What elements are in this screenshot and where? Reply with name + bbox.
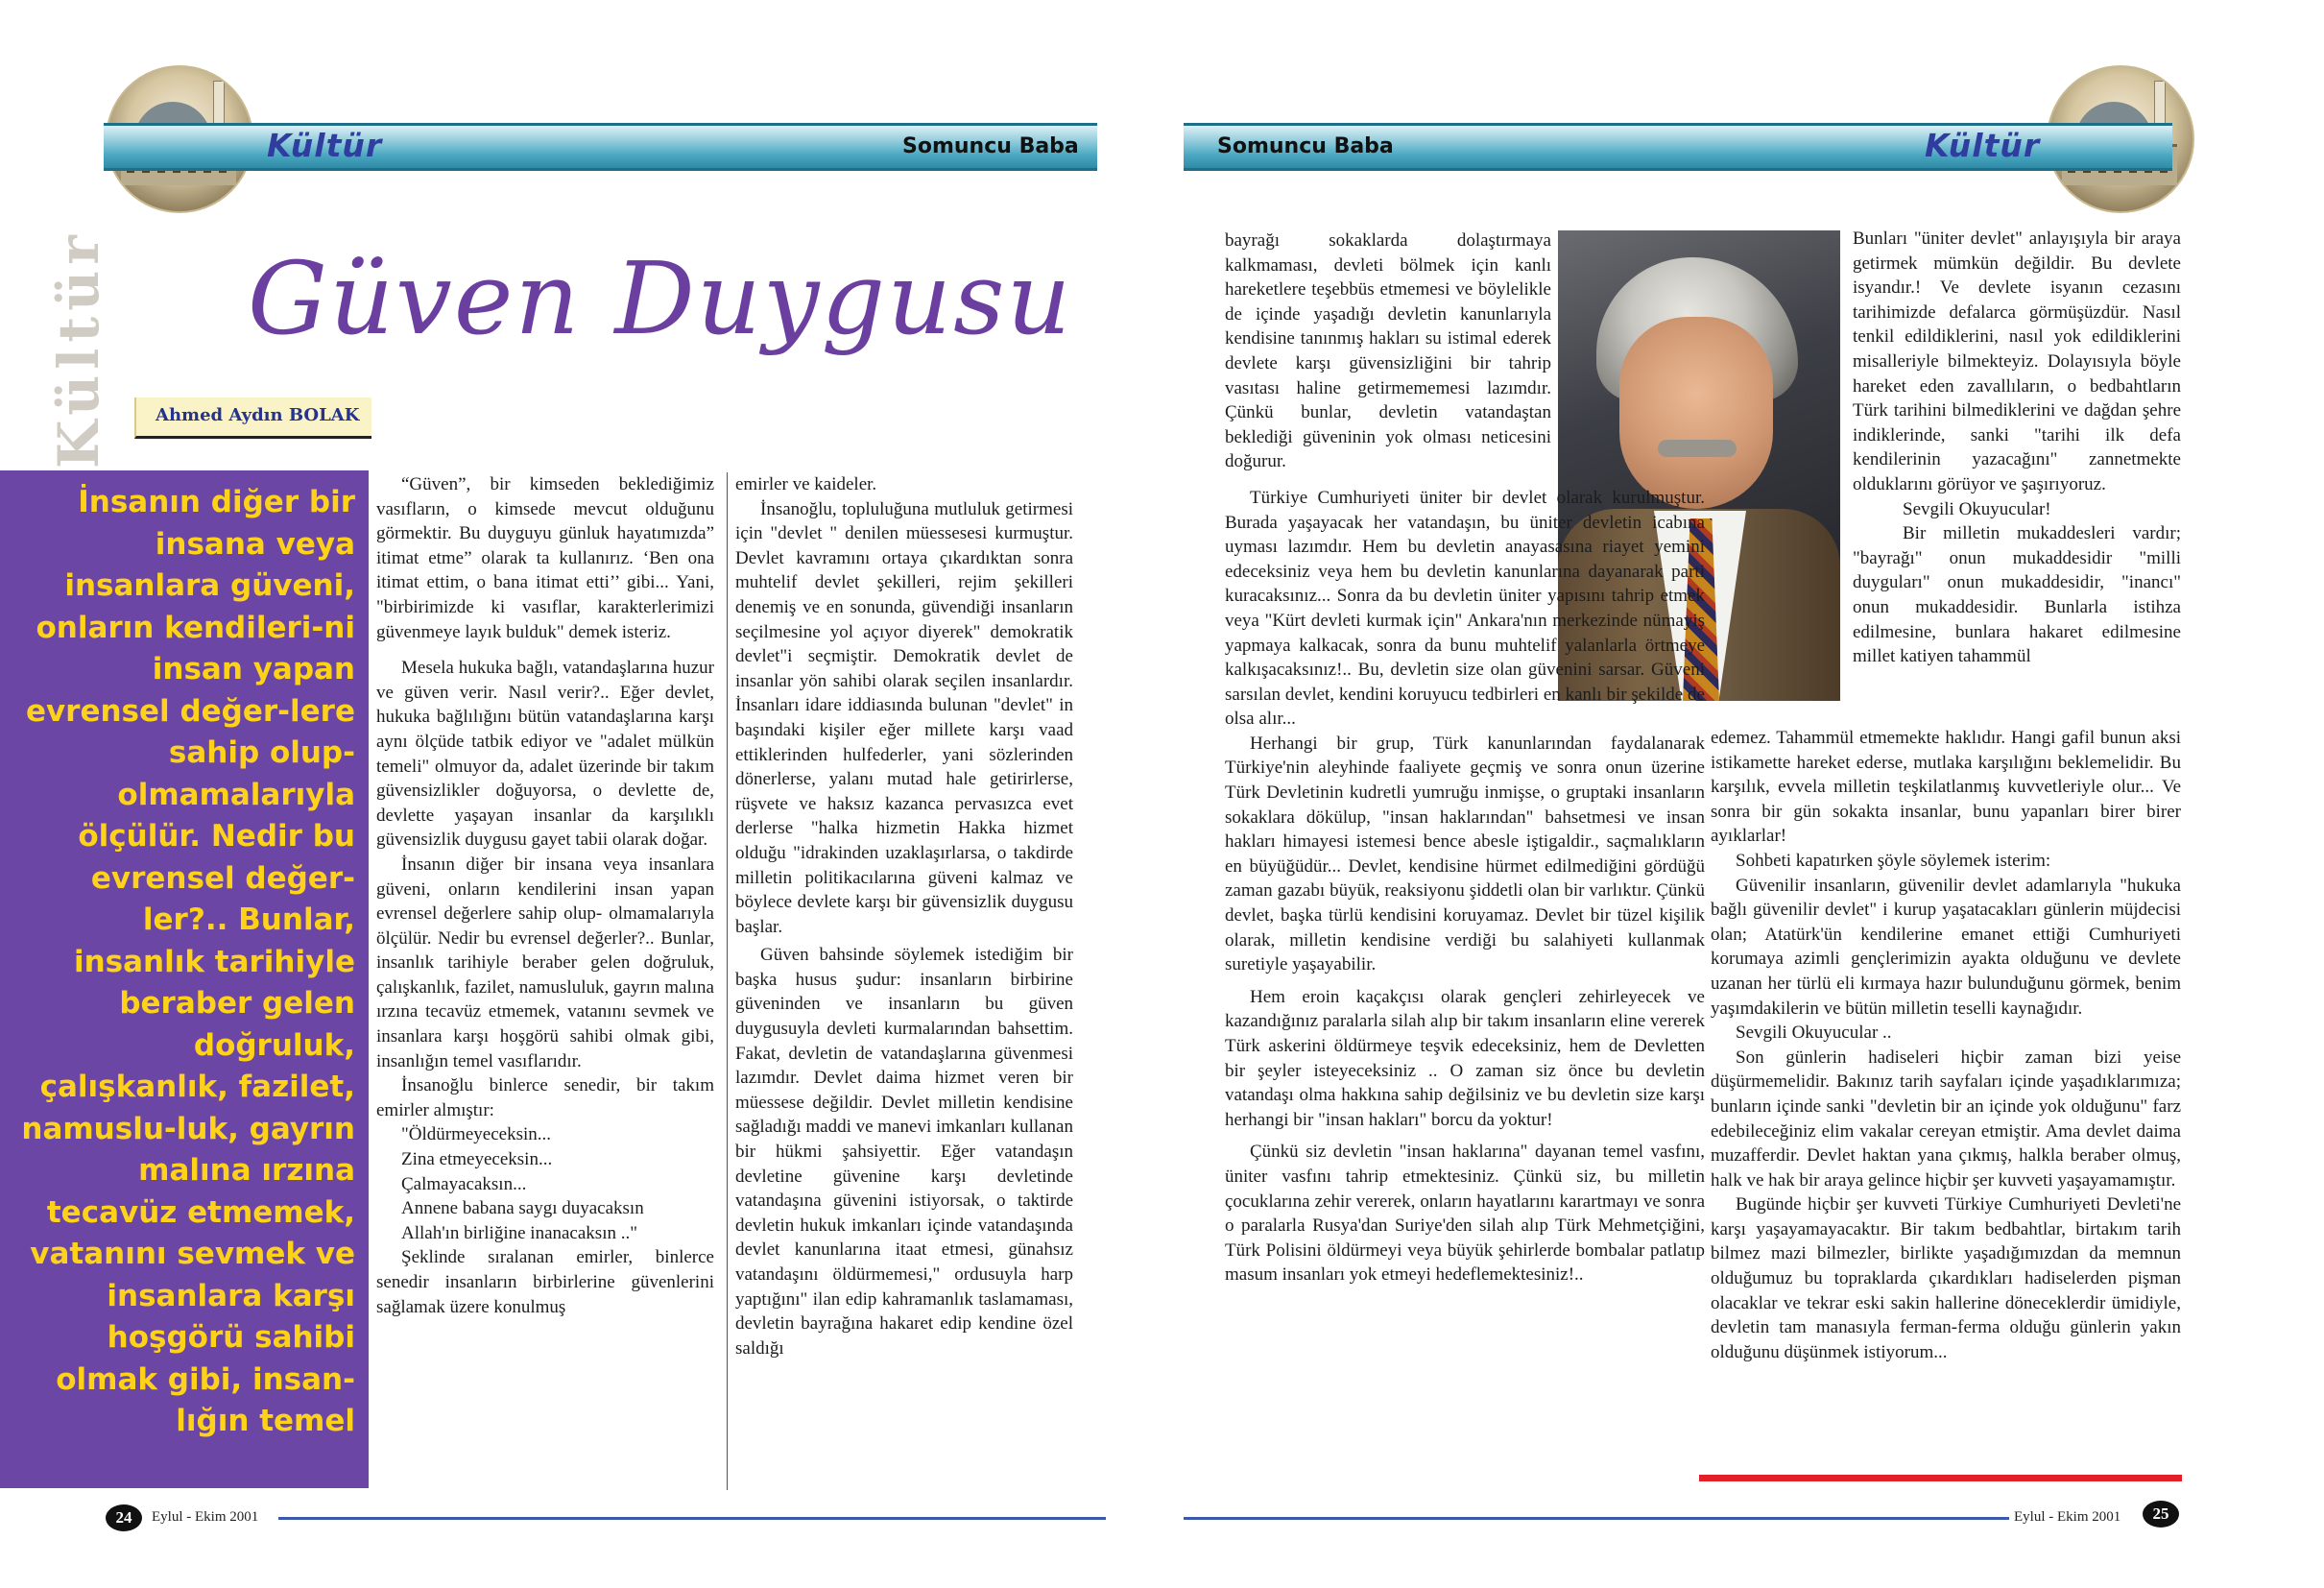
paragraph: “Güven”, bir kimseden beklediğimiz vasıfların, o kimsede mevcut olduğunu görmektir. Bu duyguyu günluk hayatımızda” itimat etme” olarak ta kullanırız. ‘Ben ona itimat ettim, o bana itimat etti’’ gibi... Yani, "birbirimizde ki vasıflar, karakterlerimizi güvenmeye layık bulduk" demek isteriz.: [376, 474, 714, 642]
end-accent-bar: [1699, 1475, 2182, 1481]
paragraph: edemez. Tahammül etmemekte haklıdır. Hangi gafil bunun aksi istikamette hareket ederse, mutlaka karşılığını beklemelidir. Bu karşılık, evvela milletin teşkilatlanmış kuvvetleriyle olur... Ve sonra bir gün sokakta insanlar, bunu yapanları birer birer ayıklarlar!: [1711, 728, 2181, 847]
paragraph: "Öldürmeyeceksin...: [401, 1124, 552, 1145]
section-label-right: Kültür: [1925, 127, 2041, 164]
text-column-2: [735, 472, 1073, 1360]
paragraph: Herhangi bir grup, Türk kanunlarından faydalanarak Türkiye'nin aleyhinde faaliyete geçmiş ve sonra onun üzerine Türk Devletinin kudretli yumruğu inmişse, o gruptaki insanların sokaklara dökülup, "insan haklarından" bahsetmesi ve insan hakları himayesi istemesi bence abesle iştigaldir., saçmalıkların en büyüğüdür... Devlet, kendisine hürmet edilmediğini gördüğü zaman gazabı büyük, reaksiyonu şiddetli olan bir varlıktır. Çünkü devlet, başka türlü kendisini koruyamaz. Devlet bir tüzel kişilik olarak, milletin kendisine verdiği bu salahiyeti kullanmak suretiyle yaşayabilir.: [1225, 733, 1705, 975]
pull-quote-box: [0, 470, 369, 1488]
paragraph: İnsanoğlu, topluluğuna mutluluk getirmesi için "devlet " denilen müessesesi kurmuştur. Devlet kavramını ortaya çıkardıktan sonra muhtelif devlet şekilleri, rejim şekilleri denemiş ve en sonunda, güvendiği insanların seçilmesine yol açıyor diyerek" demokratik devlet"i seçmiştir. Demokratik devlet de insanlar yön sahibi olarak seçilen insanlardır. İnsanları idare iddiasında bulunan "devlet" in başındaki kişiler eğer millete karşı vaad ettiklerinden hulfederler, yani sözlerinden dönerlerse, yalanı mutad hale getirirlerse, rüşvete ve haksız kazanca pervasızca evet derlerse "halka hizmetin Hakka hizmet olduğu "idrakinden uzaklaşırlarsa, o takdirde milletin politikacılarına güveni kalmaz ve böylece devlete karşı bir güvensizlik duygusu başlar.: [735, 498, 1073, 937]
vertical-section-label: Kültür: [46, 229, 111, 469]
text-column-4-bottom: [1711, 726, 2181, 1364]
paragraph: Çünkü siz devletin "insan haklarına" dayanan temel vasfını, üniter vasfını tahrip etmektesiniz. Çünkü siz, bu milletin çocuklarına zehir vererek, onların hayatlarını karartmayı ve sonra o paralarla Rusya'dan Suriye'den silah alıp Türk Mehmetçiğini, Türk Polisini öldürmeyi veya büyük şehirlerde bombalar patlatıp masum insanları yok etmeyi hedeflemektesiniz!..: [1225, 1142, 1705, 1286]
paragraph: Bugünde hiçbir şer kuvveti Türkiye Cumhuriyeti Devleti'ne karşı yaşayamayacaktır. Bir takım bedbahtlar, birtakım tarih bilmez mazi bilmezler, birlikte yaşadığımızdan da memnun olduğumuz bu topraklarda çıkardıkları hadiselerden pişman olacaklar ve tekrar eski sakin hallerine döneceklerdir ümidiyle, devletin tam manasıyla ferman-ferma olduğu günlerin yakın olduğunu düşünmek istiyorum...: [1711, 1194, 2181, 1362]
author-box: [134, 397, 371, 439]
paragraph: emirler ve kaideler.: [735, 474, 877, 494]
footer-date-left: Eylul - Ekim 2001: [152, 1509, 259, 1525]
author-name: Ahmed Aydın BOLAK: [156, 405, 360, 425]
pull-quote-text: İnsanın diğer bir insana veya insanlara güveni, onların kendileri-ni insan yapan evrensel değer-lere sahip olup-olmamalarıyla ölçülür. Nedir bu evrensel değer-ler?.. Bunlar, insanlık tarihiyle beraber gelen doğruluk, çalışkanlık, fazilet, namuslu-luk, gayrın malına ırzına tecavüz etmemek, vatanını sevmek ve insanlara karşı hoşgörü sahibi olmak gibi, insan-lığın temel: [21, 485, 355, 1438]
page-number-right: 25: [2143, 1501, 2179, 1528]
text-column-3: [1225, 229, 1705, 1287]
paragraph: Şeklinde sıralanan emirler, binlerce senedir insanların birbirlerine güvenlerini sağlamak üzere konulmuş: [376, 1247, 714, 1317]
footer-rule-right: [1184, 1517, 2009, 1520]
paragraph: Sevgili Okuyucular!: [1903, 498, 2051, 519]
page-number-left: 24: [106, 1504, 142, 1531]
paragraph: Zina etmeyeceksin...: [401, 1149, 553, 1170]
paragraph: Son günlerin hadiseleri hiçbir zaman bizi yeise düşürmemelidir. Bakınız tarih sayfaları içinde yaşadıklarımıza; bunların içinde sanki "devletin bir an içinde yok olduğunu" farz edebileceğiniz elim vakalar cereyan etmiştir. Ama devlet daima muzafferdir. Devlet haktan yana çıkmış, halkla beraber olmuş, halk ve hak bir araya gelince hiçbir şer kuvveti yaşayamamıştır.: [1711, 1047, 2181, 1191]
magazine-name-right: Somuncu Baba: [1217, 134, 1394, 158]
paragraph: Sevgili Okuyucular ..: [1736, 1023, 1892, 1044]
footer-date-right: Eylul - Ekim 2001: [2014, 1509, 2121, 1525]
column-divider: [727, 472, 728, 1490]
paragraph: Güven bahsinde söylemek istediğim bir başka husus şudur: insanların birbirine güveninden ve insanların bu güven duygusuyla devleti kurmalarından bahsettim. Fakat, devletin de vatandaşlarına güvenmesi lazımdır. Devlet daima hizmet veren bir müessese değildir. Devlet milletin kendisine sağladığı maddi ve manevi imkanları kullanan bir hükmi şahsiyettir. Eğer vatandaşın devletine güvenine karşı devletinde vatandaşına güvenini istiyorsak, o taktirde devletin hukuk imkanları içinde vatandaşında devlet kanunlarına itaat etmesi, günahsız vatandaşını öldürmemesi," ordusuyla harp yaptığını" ilan edip kahramanlık taslamaması, devletin bayrağına hakaret edip kendine özel saldığı: [735, 945, 1073, 1359]
paragraph: Çalmayacaksın...: [401, 1173, 527, 1194]
paragraph: Sohbeti kapatırken şöyle söylemek isterim:: [1736, 850, 2051, 871]
paragraph: Türkiye Cumhuriyeti üniter bir devlet olarak kurulmuştur. Burada yaşayacak her vatandaşın, bu üniter devletin icabına uyması lazımdır. Hem bu devletin anayasasına riayet yemini edeceksiniz veya hem bu devletin kanunlarına dayanarak parti kuracaksınız... Sonra da bu devletin üniter yapısını tahrip etmek veya "Kürt devleti kurmak için" Ankara'nın merkezinde nümayiş yapmaya kalkacak, sonra da bunu muhtelif yalanlarla örtmeye kalkışacaksınız!.. Bu, devletin size olan güvenini sarsar. Güveni sarsılan devlet, kendini koruyucu tedbirleri en kanlı bir şekilde de olsa alır...: [1225, 487, 1705, 730]
paragraph: Bir milletin mukaddesleri vardır; "bayrağı" onun mukaddesidir "milli duyguları" onun mukaddesidir, "inancı" onun mukaddesidir. Bunlarla istihza edilmesine, bunlara hakaret edilmesine millet katiyen tahammül: [1853, 523, 2181, 667]
text-column-1: [376, 472, 714, 1319]
section-label-left: Kültür: [267, 127, 383, 164]
paragraph: Bunları "üniter devlet" anlayışıyla bir araya getirmek mümkün değildir. Bu devlete isyandır.! Ve devlete isyanın cezasını tarihimizde defalarca görmüşüzdür. Nasıl tenkil edildiklerini, nasıl yok edildiklerini misalleriyle bilmekteyiz. Dolayısıyla böyle hareket eden zavallıların, o bedbahtların Türk tarihini bilmediklerini ve dağdan şehre indiklerinde, sanki "tarihi ilk defa kendilerinin yazacağını" zannetmekte olduklarını görüyor ve şaşırıyoruz.: [1853, 229, 2181, 494]
paragraph: Mesela hukuka bağlı, vatandaşlarına huzur ve güven verir. Nasıl verir?.. Eğer devlet, hukuka bağlılığını bütün vatandaşlarına karşı aynı ölçüde tatbik ediyor ve "adalet mülkün temeli" olmuyor da, adalet üzerinde bir takım güvensizlikler doğuyorsa, o devlette de, devlette yaşayan insanlar da karşılıklı güvensizlik duygusu gayet tabii olarak doğar.: [376, 658, 714, 851]
paragraph: Annene babana saygı duyacaksın: [401, 1198, 644, 1219]
text-column-4-top: [1853, 227, 2181, 669]
paragraph: Hem eroin kaçakçısı olarak gençleri zehirleyecek ve kazandığınız paralarla silah alıp bir takım insanların eline vererek Türk askerini öldürmeye teşvik edeceksiniz, hem de Devletten bir şeyler isteyeceksiniz .. O zaman siz önce bu devletin vatandaşı olma hakkına sahip değilsiniz ve bu devletin size karşı herhangi bir "insan hakları" borcu da yoktur!: [1225, 986, 1705, 1130]
paragraph: Allah'ın birliğine inanacaksın ..": [401, 1222, 637, 1243]
paragraph: İnsanoğlu binlerce senedir, bir takım emirler almıştır:: [376, 1075, 714, 1120]
paragraph: bayrağı sokaklarda dolaştırmaya kalkmaması, devleti bölmek için kanlı hareketlere teşebbüs etmemesi ve böylelikle de içinde yaşadığı devletin kanunlarıyla kendisine tanınmış hakları su istimal ederek devlete karşı güvensizliğini bir tahrip vasıtası haline getirmememesi lazımdır. Çünkü bunlar, devletin vatandaştan beklediği güveninin yok olması neticesini doğurur.: [1225, 230, 1551, 472]
footer-rule-left: [278, 1517, 1106, 1520]
article-title: Güven Duygusu: [248, 240, 1073, 357]
paragraph: Güvenilir insanların, güvenilir devlet adamlarıyla "hukuka bağlı güvenilir devlet" i kurup yaşatacakları günlerin müjdecisi olan; Atatürk'ün kendilerine emanet ettiği Cumhuriyeti korumaya azimli gençlerimizin ayakta olduğunu ve devlete uzanan her türlü eli kırmaya hazır bulunduğunu görmek, benim yaşımdakilerin ve bütün milletin teselli kaynağıdır.: [1711, 875, 2181, 1019]
paragraph: İnsanın diğer bir insana veya insanlara güveni, onların kendilerini insan yapan evrensel değerlere sahip olup- olmamalarıyla ölçülür. Nedir bu evrensel değerler?.. Bunlar, insanlık tarihiyle beraber gelen doğruluk, çalışkanlık, fazilet, namusluluk, gayrın malına ırzına tecavüz etmemek, vatanını sevmek ve insanlara karşı hoşgörü sahibi olmak gibi, insanlığın temel vasıflarıdır.: [376, 854, 714, 1071]
magazine-name-left: Somuncu Baba: [902, 134, 1079, 158]
